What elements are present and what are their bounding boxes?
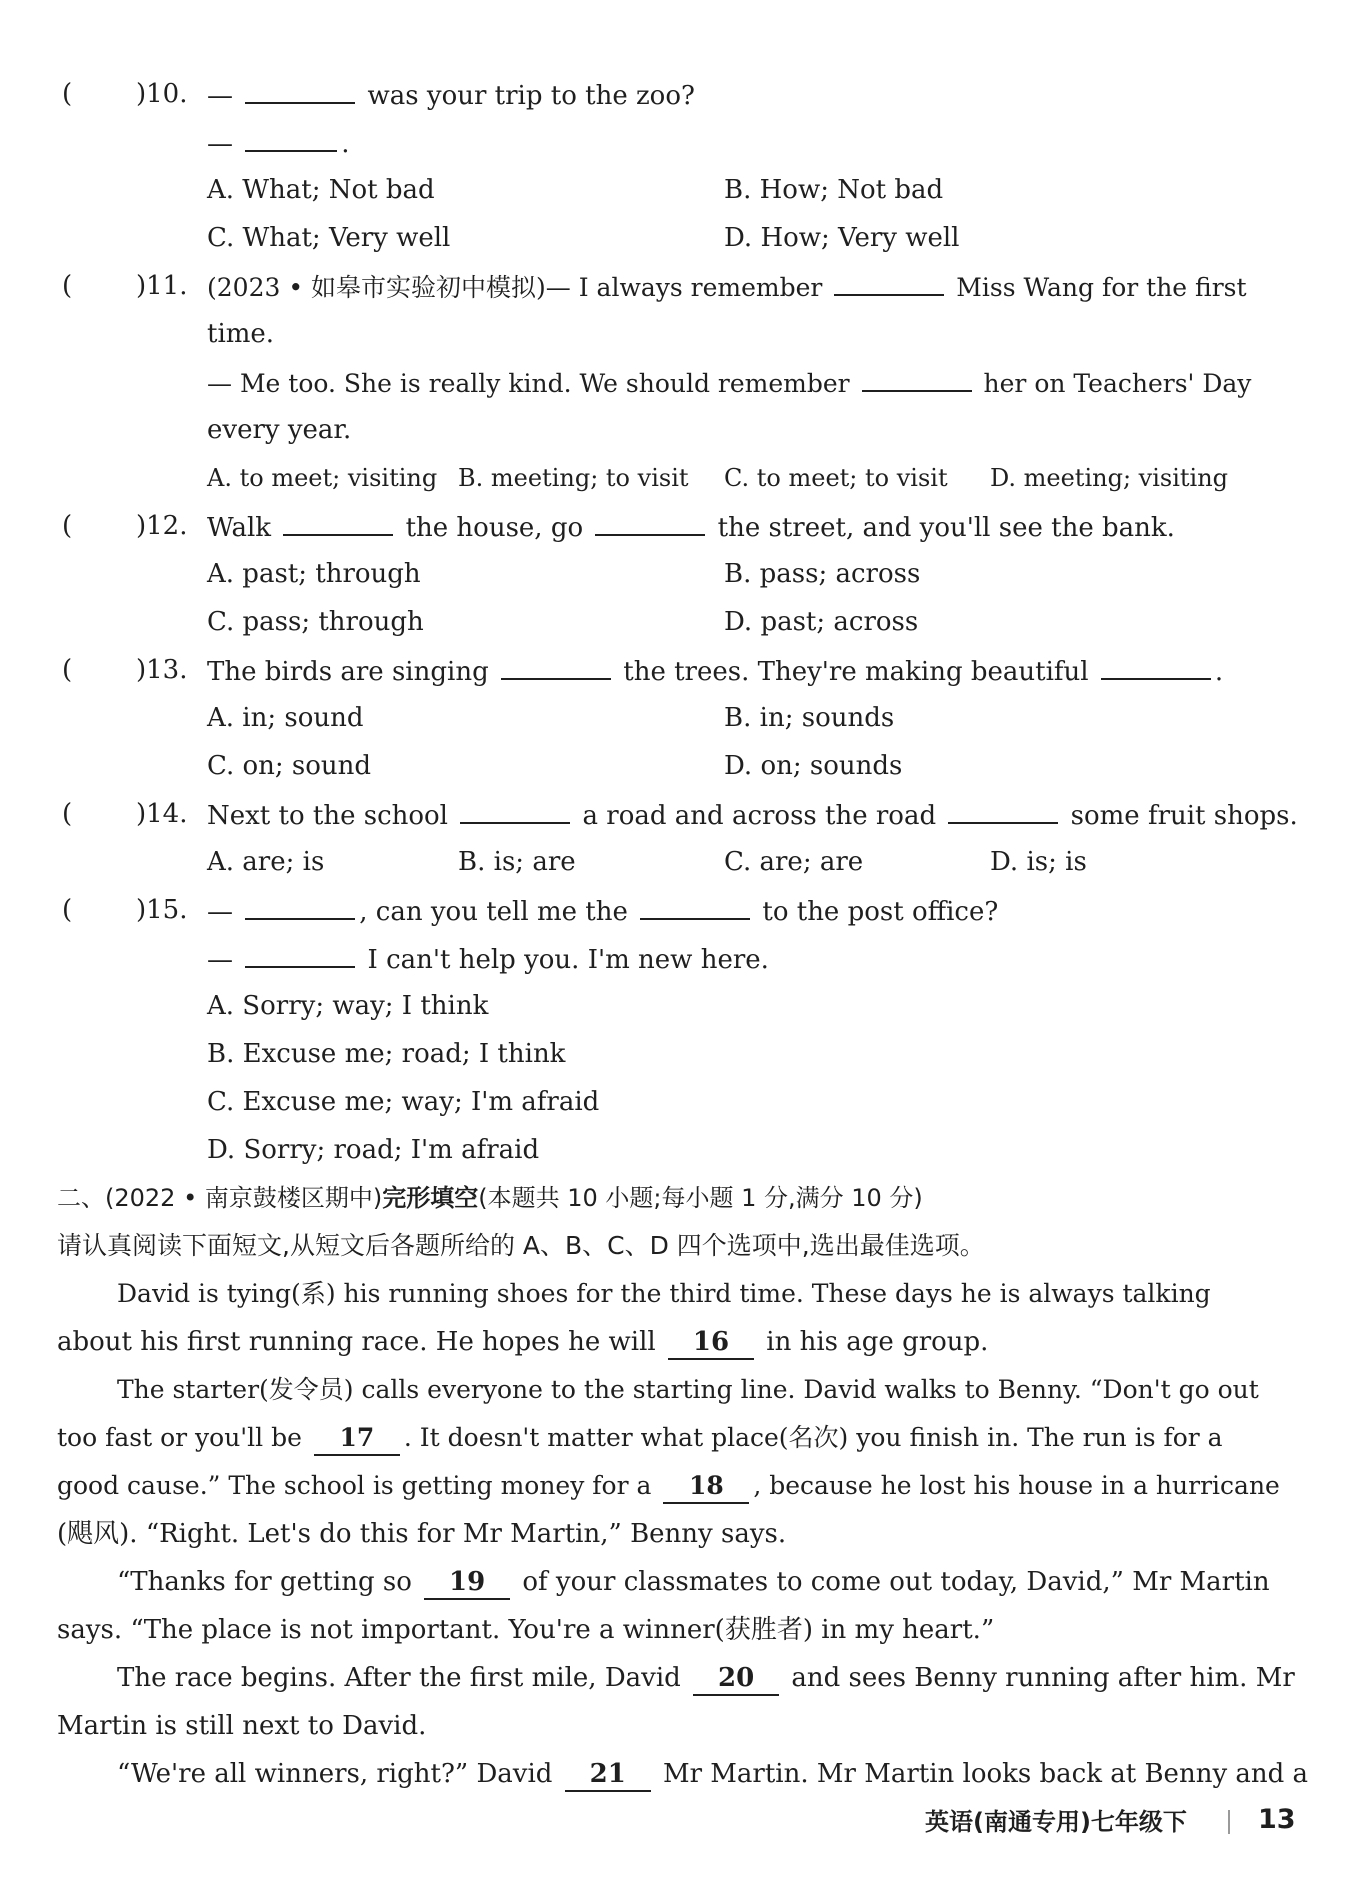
workbook-page: ( )10. — was your trip to the zoo? — . A. What; Not bad B. How; Not bad C. What; Very well D. How; Very well ( )11. (2023 • 如皋市实验初中模拟)— I always remember Miss Wang for the first time. — Me too. She is really kind. We should remember her on Teachers' Day every year. A. to meet; visiting B. meeting; to visit C. to meet; to visit D. meeting; visiting ( )12. Walk the house, go the street, and you'll see the bank. A. past; through B. pass; across C. pass; through D. past; across ( )13. The birds are singing the trees. They're making beautiful . A. in; sound B. in; sounds C. on; sound D. on; sounds ( )14. Next to the school a road and across the road some fruit shops. A. are; is B. is; are C. are; are D. is; is ( )15. — , can you tell me the to the post office? — I can't help you. I'm new here. A. Sorry; way; I think B. Excuse me; road; I think C. Excuse me; way; I'm afraid D. Sorry; road; I'm afraid 二、(2022 • 南京鼓楼区期中)完形填空(本题共 10 小题;每小题 1 分,满分 10 分) 请认真阅读下面短文,从短文后各题所给的 A、B、C、D 四个选项中,选出最佳选项。 David is tying(系) his running shoes for the third time. These days he is always talking about his first running race. He hopes he will 16 in his age group. The starter(发令员) calls everyone to the starting line. David walks to Benny. “Don't go out too fast or you'll be 17 . It doesn't matter what place(名次) you finish in. The run is for a good cause.” The school is getting money for a 18 , because he lost his house in a hurricane (飓风). “Right. Let's do this for Mr Martin,” Benny says. “Thanks for getting so 19 of your classmates to come out today, David,” Mr Martin says. “The place is not important. You're a winner(获胜者) in my heart.” The race begins. After the first mile, David 20 and sees Benny running after him. Mr Martin is still next to David. “We're all winners, right?” David 21 Mr Martin. Mr Martin looks back at Benny and a 英语(南通专用)七年级下 13 — [0, 0, 1350, 1880]
option-a: A. Sorry; way; I think — [207, 991, 489, 1021]
passage-line: too fast or you'll be 17 . It doesn't matter what place(名次) you finish in. The run is for a — [57, 1416, 1223, 1460]
section-instruction: 请认真阅读下面短文,从短文后各题所给的 A、B、C、D 四个选项中,选出最佳选项。 — [57, 1231, 985, 1260]
option-a: A. in; sound — [207, 703, 364, 733]
page-number: 13 — [1258, 1804, 1296, 1835]
passage-line: says. “The place is not important. You're a winner(获胜者) in my heart.” — [57, 1615, 995, 1645]
cloze-blank-21: 21 — [565, 1758, 651, 1792]
option-b: B. meeting; to visit — [458, 464, 689, 492]
option-b: B. in; sounds — [724, 703, 895, 733]
option-d: D. How; Very well — [724, 223, 960, 253]
cloze-blank-18: 18 — [663, 1470, 749, 1504]
option-c: C. are; are — [724, 847, 864, 877]
question-number: )14. — [136, 799, 188, 829]
option-c: C. on; sound — [207, 751, 372, 781]
option-d: D. on; sounds — [724, 751, 903, 781]
question-10: ( )10. — was your trip to the zoo? — [0, 72, 1350, 116]
passage-line: good cause.” The school is getting money for a 18 , because he lost his house in a hurricane — [57, 1464, 1280, 1508]
answer-paren: ( — [62, 799, 73, 829]
option-a: A. What; Not bad — [207, 175, 435, 205]
option-a: A. to meet; visiting — [207, 464, 438, 492]
cloze-blank-20: 20 — [693, 1662, 779, 1696]
blank — [834, 264, 944, 296]
option-d: D. past; across — [724, 607, 919, 637]
answer-paren: ( — [62, 79, 73, 109]
option-d: D. Sorry; road; I'm afraid — [207, 1135, 540, 1165]
option-a: A. are; is — [207, 847, 325, 877]
option-d: D. meeting; visiting — [990, 464, 1229, 492]
question-15: ( )15. — , can you tell me the to the post office? — [0, 888, 1350, 932]
blank — [245, 120, 337, 152]
option-b: B. is; are — [458, 847, 576, 877]
blank — [862, 360, 972, 392]
question-10-reply: — . — [0, 120, 1350, 164]
option-b: B. Excuse me; road; I think — [207, 1039, 566, 1069]
question-number: )15. — [136, 895, 188, 925]
blank — [595, 504, 705, 536]
option-c: C. Excuse me; way; I'm afraid — [207, 1087, 600, 1117]
answer-paren: ( — [62, 895, 73, 925]
question-number: )10. — [136, 79, 188, 109]
blank — [948, 792, 1058, 824]
passage-line: “We're all winners, right?” David 21 Mr Martin. Mr Martin looks back at Benny and a — [117, 1752, 1308, 1796]
cloze-blank-17: 17 — [314, 1422, 400, 1456]
blank — [245, 72, 355, 104]
question-14: ( )14. Next to the school a road and across the road some fruit shops. — [0, 792, 1350, 836]
section-heading: 二、(2022 • 南京鼓楼区期中)完形填空(本题共 10 小题;每小题 1 分,满分 10 分) — [57, 1184, 923, 1212]
answer-paren: ( — [62, 271, 73, 301]
blank — [501, 648, 611, 680]
blank — [245, 888, 355, 920]
options-11 — [0, 456, 1350, 500]
question-number: )13. — [136, 655, 188, 685]
question-number: )11. — [136, 271, 188, 301]
cloze-blank-19: 19 — [424, 1566, 510, 1600]
blank — [640, 888, 750, 920]
passage-line: about his first running race. He hopes he will 16 in his age group. — [57, 1320, 988, 1364]
option-c: C. pass; through — [207, 607, 424, 637]
question-number: )12. — [136, 511, 188, 541]
footer-book-title: 英语(南通专用)七年级下 — [925, 1808, 1187, 1836]
question-11: ( )11. (2023 • 如皋市实验初中模拟)— I always remember Miss Wang for the first — [0, 264, 1350, 308]
blank — [245, 936, 355, 968]
answer-paren: ( — [62, 511, 73, 541]
option-b: B. pass; across — [724, 559, 921, 589]
passage-line: David is tying(系) his running shoes for the third time. These days he is always talking — [117, 1279, 1211, 1308]
question-12: ( )12. Walk the house, go the street, and you'll see the bank. — [0, 504, 1350, 548]
option-d: D. is; is — [990, 847, 1087, 877]
passage-line: The starter(发令员) calls everyone to the starting line. David walks to Benny. “Don't go out — [117, 1375, 1259, 1404]
blank — [1101, 648, 1211, 680]
footer-divider — [1228, 1810, 1230, 1834]
cloze-blank-16: 16 — [668, 1326, 754, 1360]
options-10-cd — [0, 216, 1350, 260]
passage-line: Martin is still next to David. — [57, 1711, 427, 1741]
option-c: C. What; Very well — [207, 223, 451, 253]
question-13: ( )13. The birds are singing the trees. They're making beautiful . — [0, 648, 1350, 692]
blank — [460, 792, 570, 824]
option-a: A. past; through — [207, 559, 421, 589]
option-b: B. How; Not bad — [724, 175, 944, 205]
answer-paren: ( — [62, 655, 73, 685]
passage-line: “Thanks for getting so 19 of your classmates to come out today, David,” Mr Martin — [117, 1560, 1270, 1604]
passage-line: The race begins. After the first mile, David 20 and sees Benny running after him. Mr — [117, 1656, 1295, 1700]
option-c: C. to meet; to visit — [724, 464, 948, 492]
passage-line: (飓风). “Right. Let's do this for Mr Martin,” Benny says. — [57, 1519, 787, 1549]
options-10-ab — [0, 168, 1350, 212]
blank — [283, 504, 393, 536]
